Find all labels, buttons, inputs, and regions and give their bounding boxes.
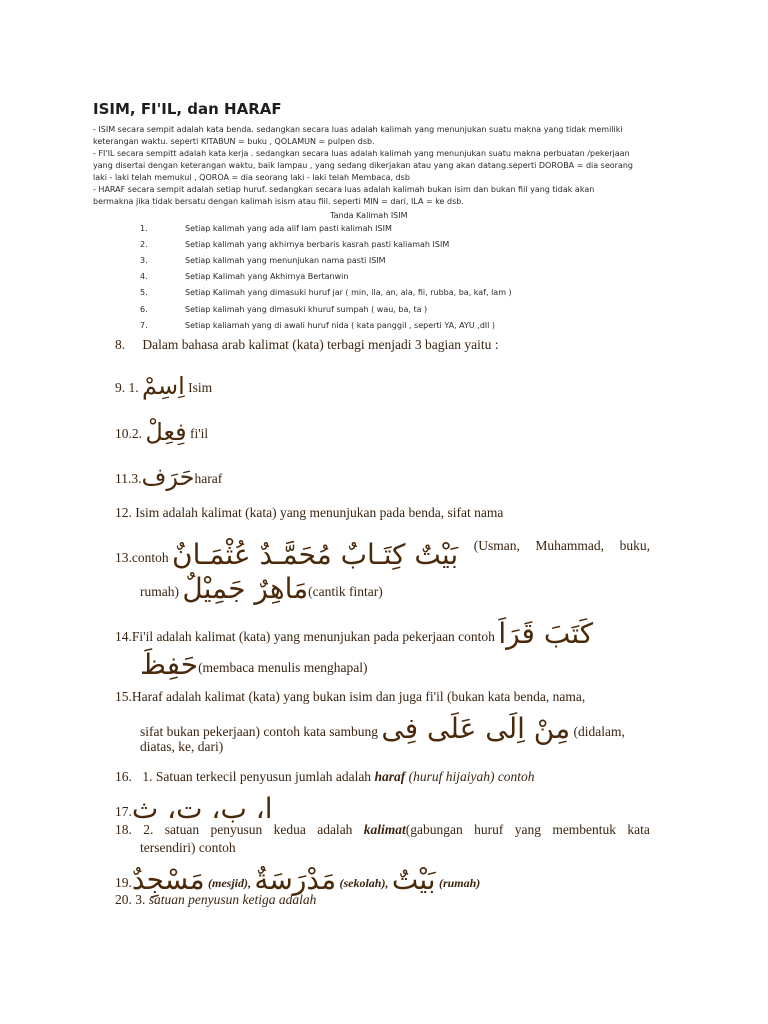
line-13-continued [140,572,383,605]
line-word: membentuk [552,822,617,837]
intro-isim [93,124,683,148]
intro-line: keterangan waktu. seperti KITABUN = buku , QOLAMUN = pulpen dsb. [93,137,375,146]
tanda-item [140,321,700,334]
arabic-examples-sifat: مَاهِرٌ جَمِيْلٌ [182,572,309,605]
line-20 [115,892,680,908]
intro-line: bermakna jika tidak bersatu dengan kalimah isism atau fiil. seperti MIN = dari, ILA = ke dsb. [93,197,464,206]
intro-haraf [93,184,683,208]
line-16 [115,769,680,785]
tanda-item [140,256,700,269]
label-mesjid: (mesjid), [208,876,251,890]
line-prefix: contoh [131,550,169,565]
line-text: Haraf adalah kalimat (kata) yang bukan isim dan juga fi'il (bukan kata benda, nama, [131,689,586,704]
arabic-word-fiil: فِعِلْ [145,418,187,446]
line-word: (gabungan [405,822,463,837]
line-13-start [115,538,458,571]
line-word: adalah [317,822,353,837]
intro-line: - HARAF secara sempit adalah setiap huruf. sedangkan secara luas adalah kalimah bukan isim dan bukan fiil yang tidak akan [93,185,595,194]
intro-line: laki - laki telah memukul , QOROA = dia seorang laki - laki telah Membaca, dsb [93,173,410,182]
line-word: satuan [164,822,200,837]
tanda-heading: Tanda Kalimah ISIM [330,211,408,220]
bold-term: kalimat [363,822,406,837]
line-10 [115,418,680,446]
line-text: rumah) [140,584,179,599]
intro-fiil [93,148,683,184]
arabic-word-isim: اِسِمْ [142,372,185,400]
line-13 [115,538,680,571]
arabic-examples-haraf: مِنْ اِلَى عَلَى فِى [381,712,571,745]
line-number: 9. [115,380,126,395]
tanda-item-number: 1. [140,224,148,233]
italic-text: (huruf hijaiyah) contoh [408,769,535,784]
line-text: 1. Satuan terkecil penyusun jumlah adalah [142,769,372,784]
tanda-item-text: Setiap kalimah yang dimasuki khuruf sumpah ( wau, ba, ta ) [185,305,428,314]
tanda-item [140,240,700,253]
line-word: penyusun [210,822,263,837]
line-number: 17. [115,804,132,819]
line-word: 2. [143,822,154,837]
line-number: 11. [115,471,132,486]
line-18-continued [140,840,236,856]
tanda-item-text: Setiap kalimah yang menunjukan nama pasti ISIM [185,256,386,265]
tanda-item [140,288,700,301]
label-rumah: (rumah) [438,876,481,890]
label-sekolah: (sekolah), [339,876,389,890]
arabic-letters: ا، ب، ت، ث [131,792,273,825]
line-prefix: 3. [131,471,142,486]
line-word: huruf [474,822,504,837]
line-word: kedua [273,822,306,837]
line-suffix: (cantik fintar) [308,584,383,599]
tanda-item-number: 5. [140,288,148,297]
line-text: diatas, ke, dari) [140,739,224,754]
line-number: 18. [115,822,132,837]
example-word: Muhammad, [535,538,605,553]
line-word: kata [627,822,650,837]
example-word: buku, [619,538,650,553]
tanda-item-text: Setiap kalimah yang ada alif lam pasti kalimah ISIM [185,224,392,233]
line-15-continued-2 [140,739,223,755]
line-11 [115,463,680,491]
tanda-item-number: 2. [140,240,148,249]
tanda-item-text: Setiap kaliamah yang di awali huruf nida ( kata panggil , seperti YA, AYU ,dll ) [185,321,496,330]
line-number: 20. [115,892,132,907]
line-suffix: fi'il [189,426,209,441]
intro-line: - ISIM secara sempit adalah kata benda. sedangkan secara luas adalah kalimah yang menunjukan suatu makna yang tidak memiliki [93,125,623,134]
line-17 [115,792,680,825]
line-number: 15. [115,689,132,704]
italic-text: satuan penyusun ketiga adalah [148,892,317,907]
line-text: sifat bukan pekerjaan) contoh kata sambung [140,724,379,739]
page-title: ISIM, FI'IL, dan HARAF [93,100,282,118]
line-13-row [115,538,650,571]
line-15 [115,689,680,705]
arabic-word-haraf: حَرَف [141,463,195,491]
line-text: Isim adalah kalimat (kata) yang menunjukan pada benda, sifat nama [135,505,504,520]
tanda-item [140,272,700,285]
arabic-example-hafiza: حَفِظَ [140,648,199,681]
tanda-item-text: Setiap kalimah yang akhirnya berbaris kasrah pasti kaliamah ISIM [185,240,450,249]
arabic-word-madrasah: مَدْرَسَةٌ [254,863,337,896]
line-number: 13. [115,550,132,565]
line-suffix: Isim [188,380,213,395]
line-14 [115,617,680,650]
tanda-item-number: 6. [140,305,148,314]
line-number: 19. [115,875,132,890]
line-14-continued [140,648,368,681]
line-prefix: 3. [135,892,146,907]
line-text: (membaca menulis menghapal) [198,660,368,675]
tanda-item-number: 4. [140,272,148,281]
tanda-item-number: 7. [140,321,148,330]
line-text: tersendiri) contoh [140,840,236,855]
line-18-term [364,822,463,838]
arabic-word-bait: بَيْتٌ [391,863,436,896]
intro-line: yang disertai dengan keterangan waktu, baik lampau , yang sedang dikerjakan atau yang akan datang.seperti DOROBA = dia seorang [93,161,634,170]
bold-term: haraf [374,769,406,784]
tanda-item-text: Setiap Kalimah yang dimasuki huruf jar ( min, ila, an, ala, fii, rubba, ba, kaf, lam ) [185,288,512,297]
line-prefix: 2. [131,426,142,441]
line-number: 16. [115,769,132,784]
line-text: Fi'il adalah kalimat (kata) yang menunjukan pada pekerjaan contoh [131,629,495,644]
line-number: 14. [115,629,132,644]
line-number: 10. [115,426,132,441]
example-word: (Usman, [473,538,520,553]
line-18 [115,822,680,838]
line-9 [115,372,680,400]
line-number: 12. [115,505,132,520]
line-18-row [115,822,650,838]
arabic-examples-fiil: كَتَبَ قَرَاَ [498,617,594,650]
tanda-item [140,305,700,318]
line-suffix: (didalam, [573,724,625,739]
line-suffix: haraf [194,471,223,486]
arabic-examples-isim: بَيْتٌ كِتَـابٌ مُحَمَّـدٌ عُثْمَـانٌ [172,538,459,571]
line-number: 8. [115,337,126,352]
arabic-word-masjid: مَسْجِدٌ [131,863,205,896]
line-word: yang [514,822,541,837]
tanda-item-number: 3. [140,256,148,265]
tanda-item [140,224,700,237]
line-8 [115,337,680,353]
tanda-item-text: Setiap Kalimah yang Akhirnya Bertanwin [185,272,349,281]
line-text: Dalam bahasa arab kalimat (kata) terbagi menjadi 3 bagian yaitu : [142,337,499,352]
line-12 [115,505,680,521]
line-prefix: 1. [128,380,139,395]
intro-line: - FI'IL secara sempitt adalah kata kerja . sedangkan secara luas adalah kalimah yang menunjukan suatu makna perbuatan /pekerjaan [93,149,630,158]
